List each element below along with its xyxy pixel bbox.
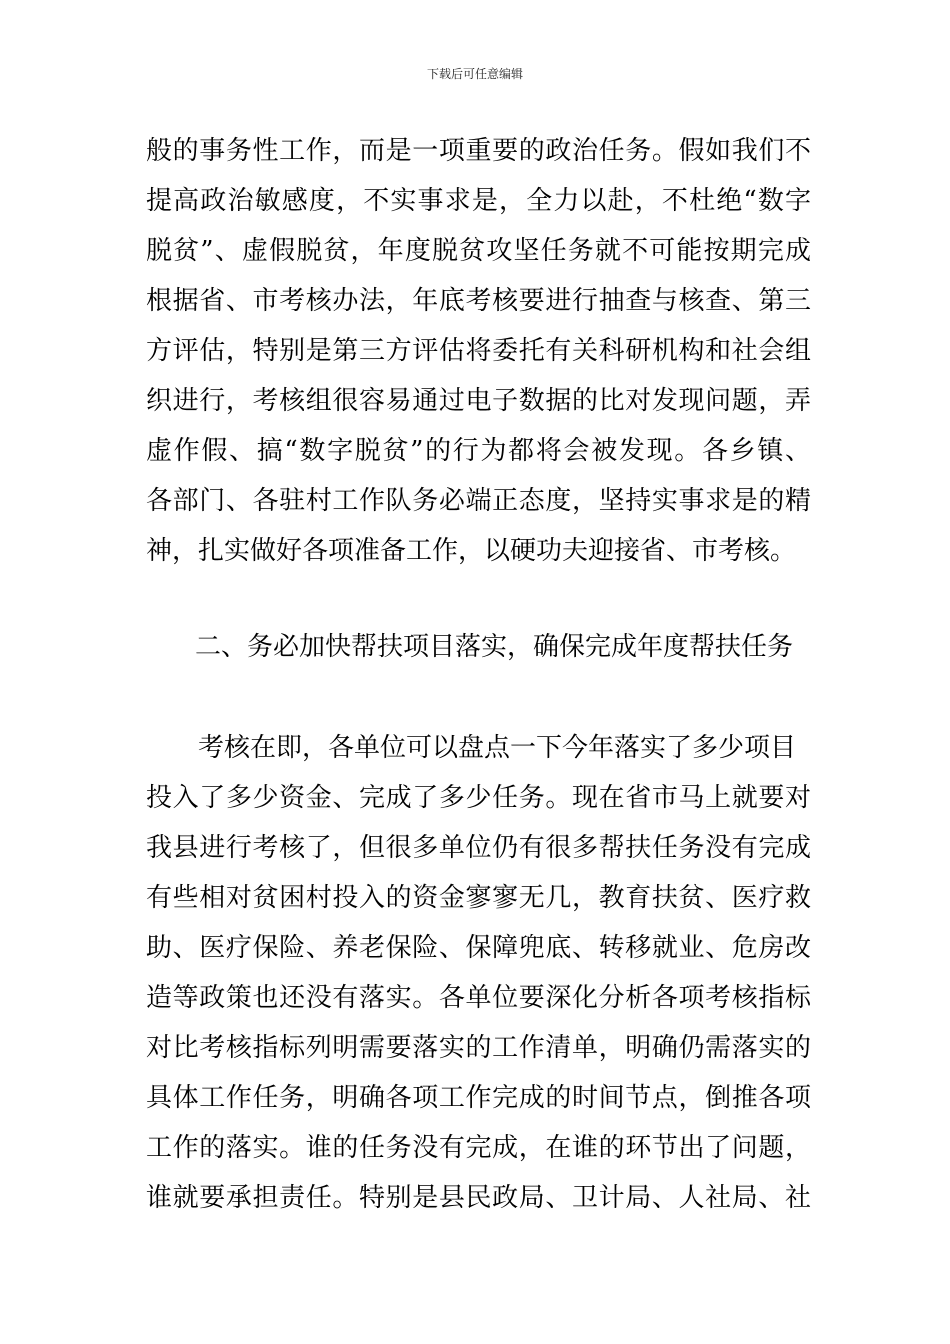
paragraph-line: 具体工作任务，明确各项工作完成的时间节点，倒推各项 [146, 1083, 811, 1113]
paragraph-line: 考核在即，各单位可以盘点一下今年落实了多少项目 [146, 733, 797, 763]
paragraph-line: 我县进行考核了，但很多单位仍有很多帮扶任务没有完成 [146, 833, 811, 863]
paragraph-line: 脱贫”、虚假脱贫，年度脱贫攻坚任务就不可能按期完成 [146, 236, 811, 266]
paragraph-line: 般的事务性工作，而是一项重要的政治任务。假如我们不 [146, 136, 811, 166]
paragraph-line: 谁就要承担责任。特别是县民政局、卫计局、人社局、社 [146, 1183, 811, 1213]
paragraph-line: 投入了多少资金、完成了多少任务。现在省市马上就要对 [146, 783, 811, 813]
paragraph-line: 造等政策也还没有落实。各单位要深化分析各项考核指标 [146, 983, 811, 1013]
paragraph-line: 各部门、各驻村工作队务必端正态度，坚持实事求是的精 [146, 486, 811, 516]
paragraph-2 [146, 723, 811, 1223]
paragraph-line: 提高政治敏感度，不实事求是，全力以赴，不杜绝“数字 [146, 186, 811, 216]
paragraph-line: 织进行，考核组很容易通过电子数据的比对发现问题，弄 [146, 386, 811, 416]
paragraph-line: 助、医疗保险、养老保险、保障兜底、转移就业、危房改 [146, 933, 811, 963]
paragraph-line: 对比考核指标列明需要落实的工作清单，明确仍需落实的 [146, 1033, 811, 1063]
paragraph-line: 虚作假、搞“数字脱贫”的行为都将会被发现。各乡镇、 [146, 436, 811, 466]
section-heading: 二、务必加快帮扶项目落实，确保完成年度帮扶任务 [195, 632, 794, 662]
paragraph-line: 工作的落实。谁的任务没有完成，在谁的环节出了问题， [146, 1133, 811, 1163]
paragraph-line: 根据省、市考核办法，年底考核要进行抽查与核查、第三 [146, 286, 811, 316]
header-note: 下载后可任意编辑 [426, 67, 523, 81]
paragraph-1 [146, 126, 811, 576]
paragraph-line: 方评估，特别是第三方评估将委托有关科研机构和社会组 [146, 336, 811, 366]
paragraph-line: 有些相对贫困村投入的资金寥寥无几，教育扶贫、医疗救 [146, 883, 811, 913]
paragraph-line: 神，扎实做好各项准备工作，以硬功夫迎接省、市考核。 [146, 536, 797, 566]
